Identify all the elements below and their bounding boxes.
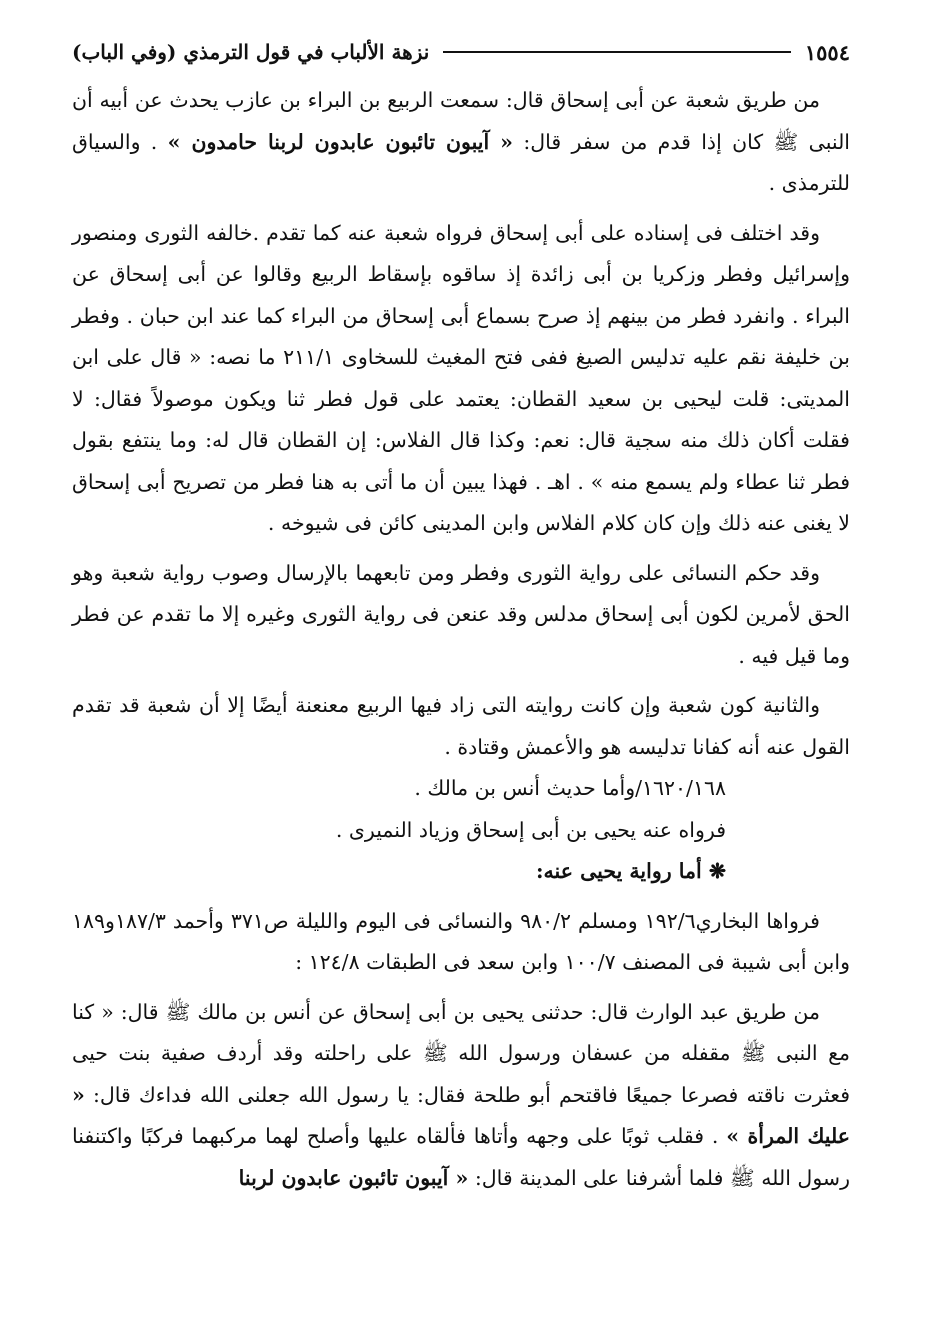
para-shuba-route-segment: . والسياق للترمذى .: [72, 129, 850, 195]
para-nasai-ruling: [72, 553, 850, 678]
para-sources: [72, 901, 850, 984]
para-anas-hadith: [72, 768, 850, 810]
book-page: [72, 30, 850, 1300]
running-title: نزهة الألباب في قول الترمذي (وفي الباب): [72, 40, 430, 64]
para-isnad-disagreement: [72, 213, 850, 545]
page-header: [72, 30, 850, 74]
page-number: ١٥٥٤: [804, 39, 850, 65]
para-shuba-route: [72, 80, 850, 205]
para-second-reason-segment: والثانية كون شعبة وإن كانت روايته التى زاد فيها الربيع معنعنة أيضًا إلا أن شعبة قد تقدم القول عنه أنه كفانا تدليسه هو والأعمش وقتادة .: [72, 693, 850, 759]
para-abdulwarith-route: [72, 992, 850, 1200]
para-second-reason: [72, 685, 850, 768]
para-sources-segment: فرواها البخاري١٩٢/٦ ومسلم ٩٨٠/٢ والنسائى فى اليوم والليلة ص٣٧١ وأحمد ١٨٧/٣و١٨٩ وابن أبى شيبة فى المصنف ١٠٠/٧ وابن سعد فى الطبقات ١٢٤/٨ :: [72, 908, 850, 974]
para-abdulwarith-route-segment: « آيبون تائبون عابدون لربنا: [238, 1165, 469, 1190]
para-abdulwarith-route-segment: . فقلب ثوبًا على وجهه وأتاها فألقاه عليها وأصلح لهما مركبهما فركبًا واكتنفنا رسول الله ﷺ فلما أشرفنا على المدينة قال:: [72, 1124, 850, 1190]
para-shuba-route-segment: من طريق شعبة عن أبى إسحاق قال: سمعت الربيع بن البراء بن عازب يحدث عن أبيه أن النبى ﷺ كان إذا قدم من سفر قال:: [72, 88, 851, 154]
para-abdulwarith-route-segment: من طريق عبد الوارث قال: حدثنى يحيى بن أبى إسحاق عن أنس بن مالك ﷺ قال: « كنا مع النبى ﷺ مقفله من عسفان ورسول الله ﷺ على راحلته وقد أردف صفية بنت حيى فعثرت ناقته فصرعا جميعًا فاقتحم أبو طلحة فقال: يا رسول الله جعلنى الله فداءك قال:: [72, 999, 850, 1107]
para-narrated-by-segment: فرواه عنه يحيى بن أبى إسحاق وزياد النميرى .: [335, 817, 726, 842]
para-isnad-disagreement-segment: وقد اختلف فى إسناده على أبى إسحاق فرواه شعبة عنه كما تقدم .خالفه الثورى ومنصور وإسرائيل وفطر وزكريا بن أبى زائدة إذ ساقوه بإسقاط الربيع وقالوا عن أبى إسحاق عن البراء . وانفرد فطر من بينهم إذ صرح بسماع أبى إسحاق من البراء كما عند ابن حبان . وفطر بن خليفة نقم عليه تدليس الصيغ ففى فتح المغيث للسخاوى ٢١١/١ ما نصه: « قال على ابن المديتى: قلت ليحيى بن سعيد القطان: يعتمد على قول فطر ثنا ويكون موصولاً فقال: لا فقلت أكان ذلك منه سجية قال: نعم: وكذا قال الفلاس: إن القطان قال له: وما ينتفع بقول فطر ثنا عطاء ولم يسمع منه » . اهـ . فهذا يبين أن ما أتى به هنا فطر من تصريح أبى إسحاق لا يغنى عنه ذلك وإن كان كلام الفلاس وابن المدينى كائن فى شيوخه .: [72, 220, 850, 535]
para-yahya-heading: [72, 851, 850, 893]
header-rule: [443, 51, 791, 53]
para-anas-hadith-segment: ١٦٢٠/١٦٨/وأما حديث أنس بن مالك .: [414, 776, 726, 800]
para-narrated-by: [72, 810, 850, 852]
para-shuba-route-segment: « آيبون تائبون عابدون لربنا حامدون »: [167, 129, 513, 154]
para-abdulwarith-route-segment: « عليك المرأة »: [72, 1082, 851, 1148]
para-yahya-heading-segment: ❋ أما رواية يحيى عنه:: [535, 859, 726, 883]
para-nasai-ruling-segment: وقد حكم النسائى على رواية الثورى وفطر ومن تابعهما بالإرسال وصوب رواية شعبة وهو الحق لأمرين لكون أبى إسحاق مدلس وقد عنعن فى رواية الثورى وغيره إلا ما تقدم عن فطر وما قيل فيه .: [72, 560, 850, 668]
page-body: [72, 80, 850, 1199]
